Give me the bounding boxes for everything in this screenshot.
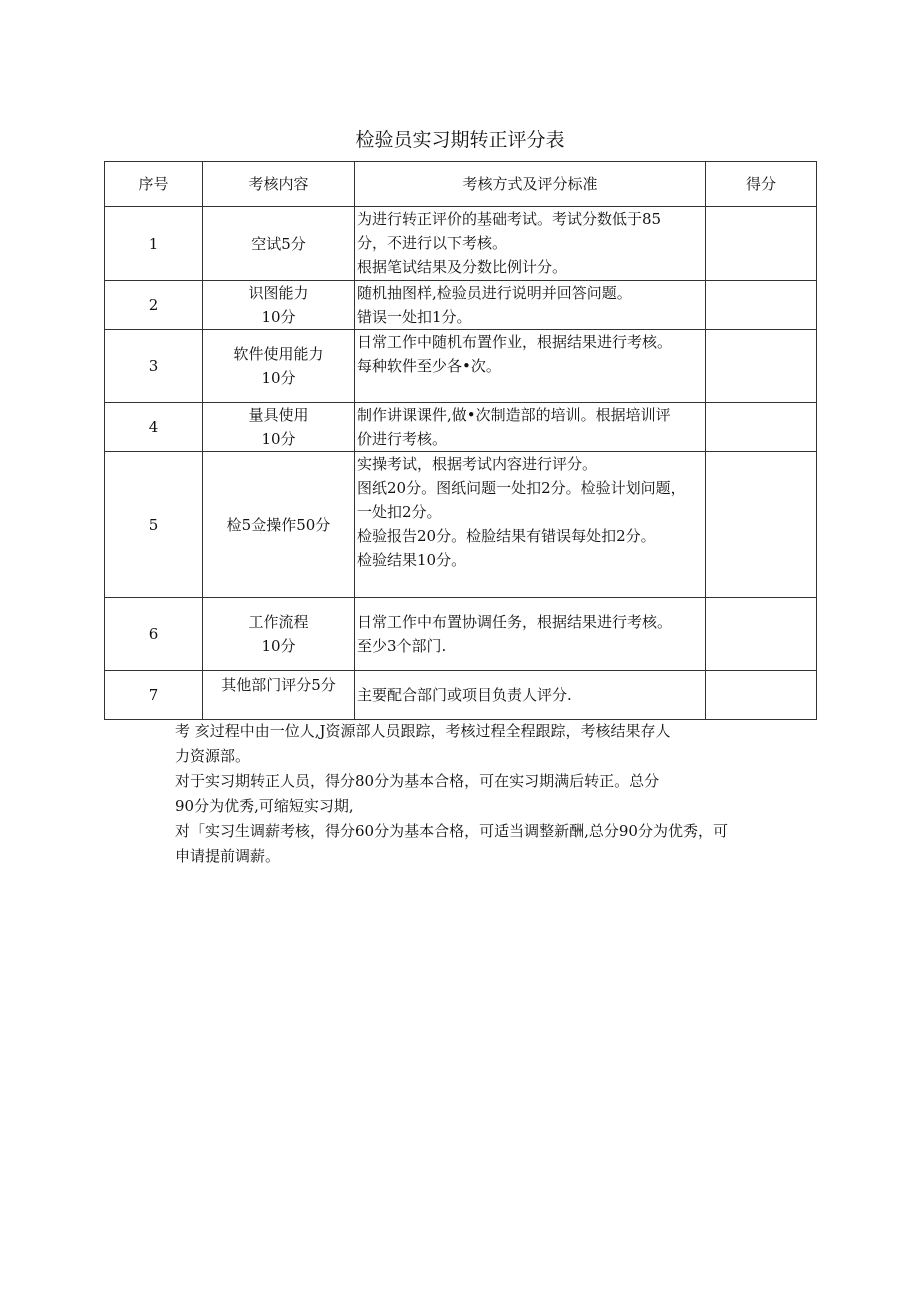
row-score [706, 671, 817, 720]
notes-section [175, 719, 820, 869]
content-line: 10分 [261, 430, 296, 448]
criteria-line: 图纸20分。图纸问题一处扣2分。检验计划问题， [357, 479, 686, 497]
table-row [105, 281, 817, 330]
criteria-line: 每种软件至少各•次。 [357, 357, 501, 375]
row-score [706, 281, 817, 330]
row-criteria [355, 452, 706, 598]
criteria-line: 至少3个部门. [357, 637, 447, 655]
criteria-line: 分，不进行以下考核。 [357, 234, 508, 252]
note-line: 对「实习生调薪考核，得分60分为基本合格，可适当调整新酬,总分90分为优秀，可 [175, 822, 728, 840]
row-no: 1 [105, 207, 203, 281]
row-no: 4 [105, 403, 203, 452]
row-score [706, 452, 817, 598]
row-no: 7 [105, 671, 203, 720]
content-line: 识图能力 [248, 284, 309, 302]
table-row [105, 598, 817, 671]
document-title: 检验员实习期转正评分表 [355, 129, 565, 151]
note-line: 申请提前调薪。 [175, 847, 281, 865]
row-criteria [355, 598, 706, 671]
row-score [706, 403, 817, 452]
row-criteria [355, 281, 706, 330]
criteria-line: 日常工作中布置协调任务，根据结果进行考核。 [357, 613, 673, 631]
row-no: 6 [105, 598, 203, 671]
content-line: 其他部门评分5分 [221, 676, 336, 694]
header-score: 得分 [706, 162, 817, 207]
row-no: 3 [105, 330, 203, 403]
row-content [203, 452, 355, 598]
row-criteria [355, 403, 706, 452]
table-row [105, 330, 817, 403]
row-criteria [355, 207, 706, 281]
criteria-line: 检验结果10分。 [357, 551, 467, 569]
table-row [105, 671, 817, 720]
criteria-line: 日常工作中随机布置作业，根据结果进行考核。 [357, 333, 673, 351]
criteria-line: 根据笔试结果及分数比例计分。 [357, 258, 568, 276]
table-header-row [105, 162, 817, 207]
criteria-line: 价进行考核。 [357, 430, 448, 448]
criteria-line: 错误一处扣1分。 [357, 308, 472, 326]
row-score [706, 330, 817, 403]
content-line: 10分 [261, 308, 296, 326]
row-content [203, 403, 355, 452]
note-line: 90分为优秀,可缩短实习期, [175, 797, 354, 815]
row-criteria [355, 330, 706, 403]
content-line: 10分 [261, 369, 296, 387]
note-line: 力资源部。 [175, 747, 251, 765]
content-line: 检5佥操作50分 [226, 515, 331, 534]
row-content [203, 207, 355, 281]
criteria-line: 制作讲课课件,做•次制造部的培训。根据培训评 [357, 406, 671, 424]
criteria-line: 随机抽图样,检验员进行说明并回答问题。 [357, 284, 632, 302]
criteria-line: 为进行转正评价的基础考试。考试分数低于85 [357, 210, 662, 228]
row-no: 2 [105, 281, 203, 330]
content-line: 软件使用能力 [233, 345, 324, 363]
content-line: 空试5分 [251, 234, 306, 253]
row-criteria [355, 671, 706, 720]
row-content [203, 330, 355, 403]
content-line: 10分 [261, 637, 296, 655]
criteria-line: 主要配合部门或项目负责人评分. [357, 686, 572, 704]
header-criteria: 考核方式及评分标准 [355, 162, 706, 207]
criteria-line: 实操考试，根据考试内容进行评分。 [357, 455, 598, 473]
header-content: 考核内容 [203, 162, 355, 207]
row-score [706, 207, 817, 281]
row-content [203, 671, 355, 720]
table-row [105, 207, 817, 281]
evaluation-table [104, 161, 817, 720]
table-row [105, 452, 817, 598]
note-line: 考 亥过程中由一位人,J资源部人员跟踪，考核过程全程跟踪，考核结果存人 [175, 722, 671, 740]
row-content [203, 281, 355, 330]
criteria-line: 一处扣2分。 [357, 503, 442, 521]
table-row [105, 403, 817, 452]
row-score [706, 598, 817, 671]
content-line: 量具使用 [248, 406, 309, 424]
row-content [203, 598, 355, 671]
header-no: 序号 [105, 162, 203, 207]
criteria-line: 检验报告20分。检脸结果有错误每处扣2分。 [357, 527, 656, 545]
note-line: 对于实习期转正人员，得分80分为基本合格，可在实习期满后转正。总分 [175, 772, 660, 790]
row-no: 5 [105, 452, 203, 598]
content-line: 工作流程 [248, 613, 309, 631]
